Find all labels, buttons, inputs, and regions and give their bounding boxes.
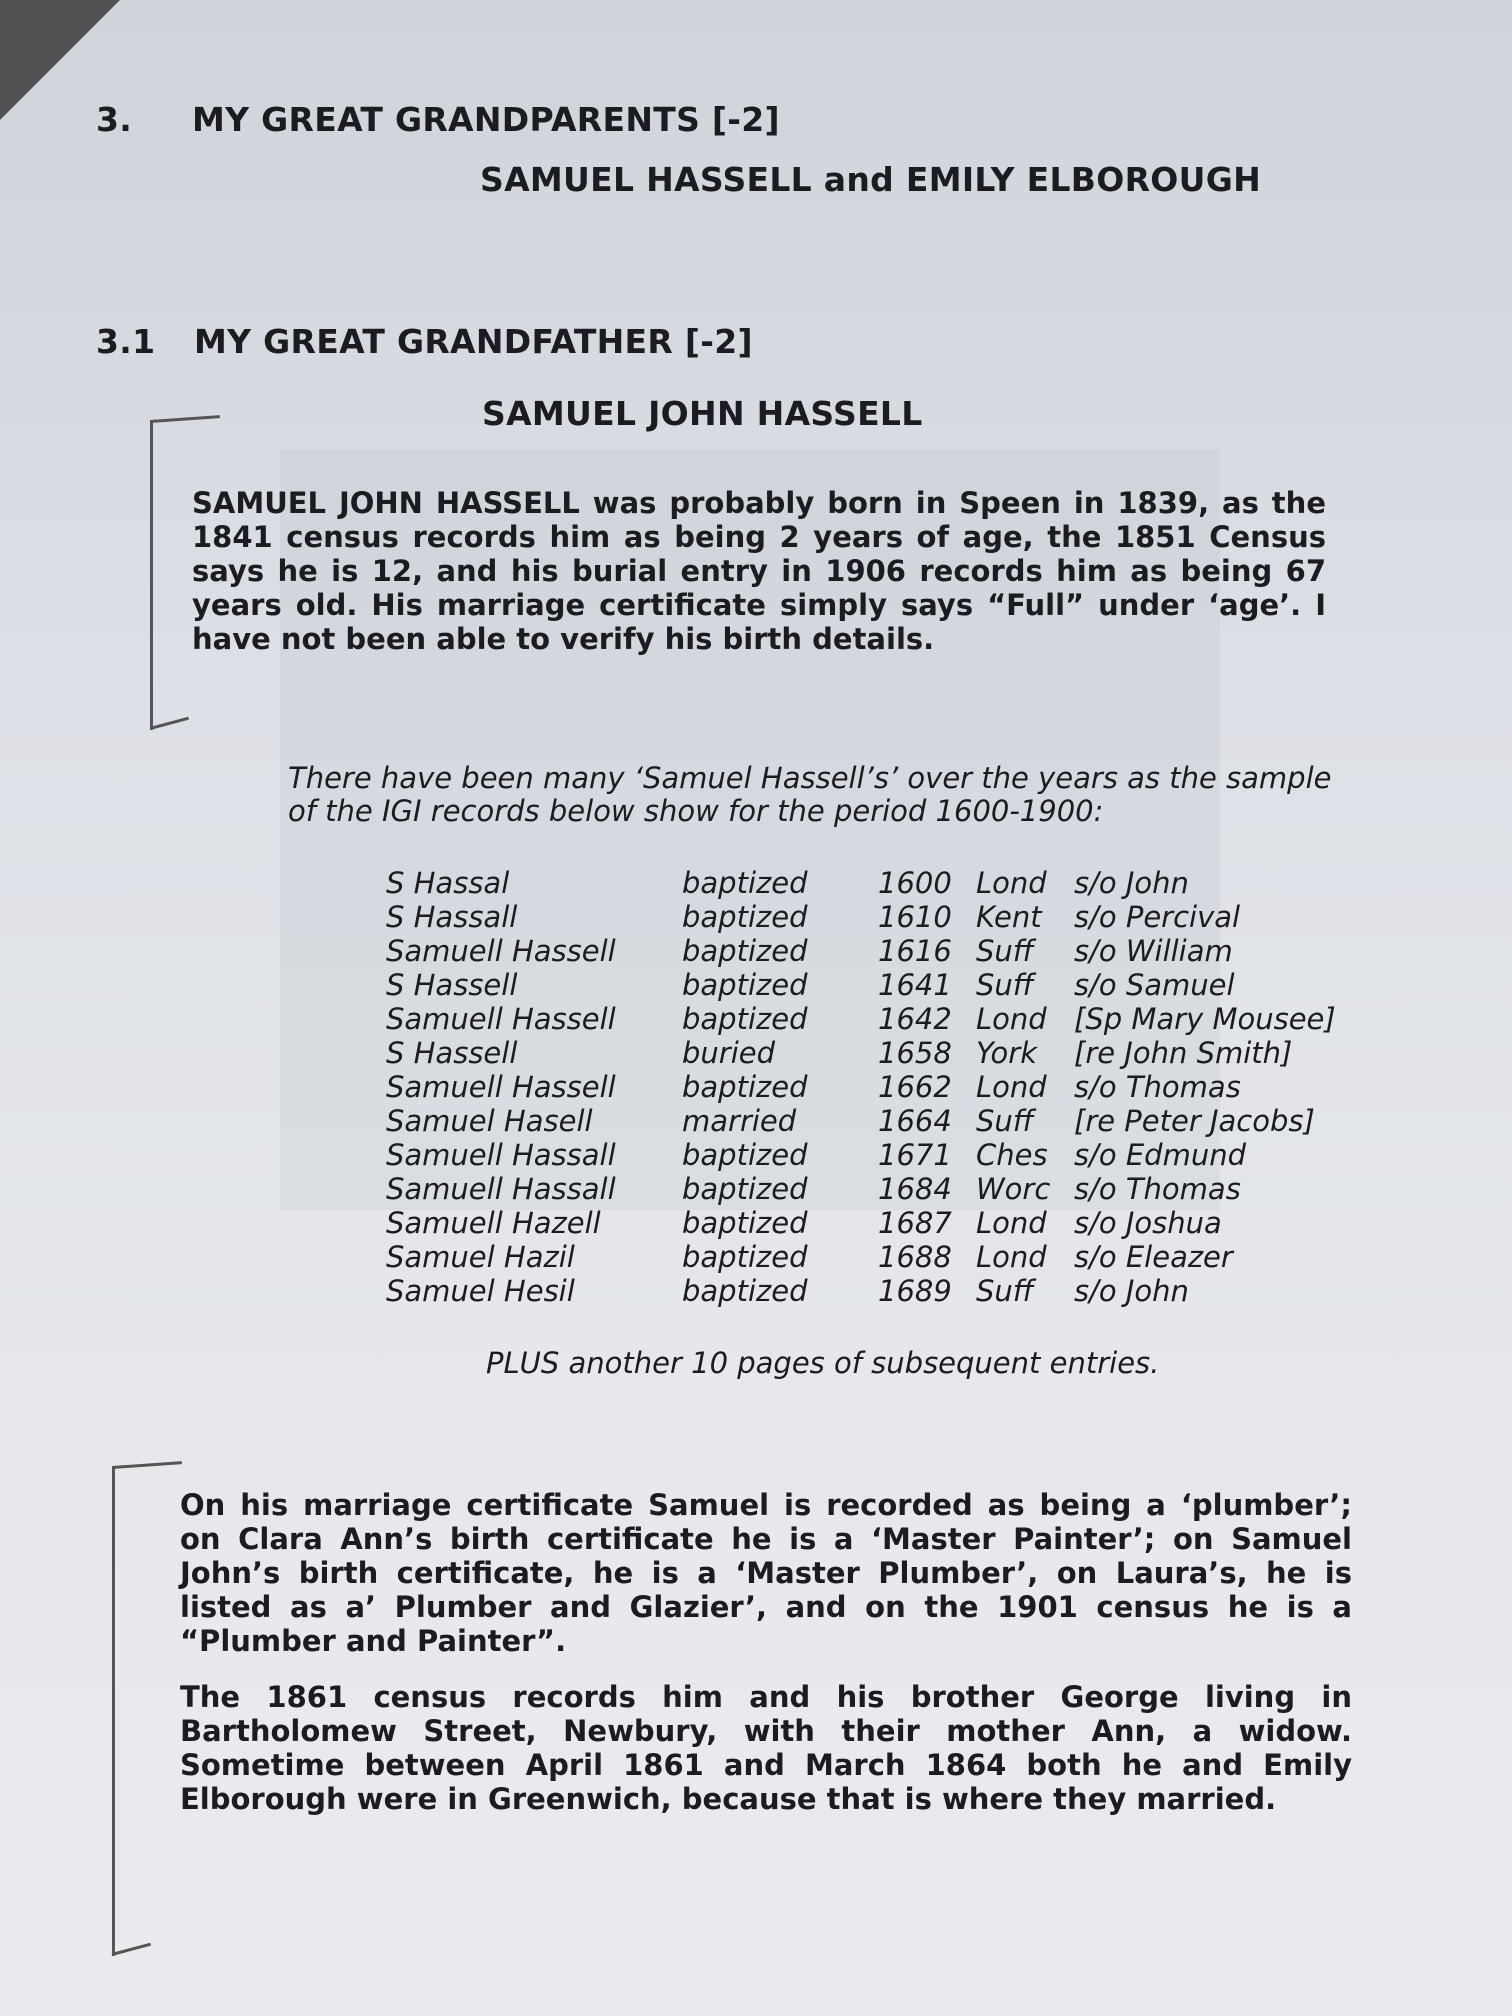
table-row <box>386 934 1396 968</box>
record-note: s/o Thomas <box>1074 1172 1241 1206</box>
occupation-paragraph: On his marriage certificate Samuel is recorded as being a ‘plumber’; on Clara Ann’s birth certificate he is a ‘Master Painter’; on Samuel John’s birth certificate, he is a ‘Master Plumber’, on Laura’s, he is listed as a’ Plumber and Glazier’, and on the 1901 census he is a “Plumber and Painter”. <box>180 1488 1352 1658</box>
record-place: Worc <box>976 1172 1051 1206</box>
table-row <box>386 1070 1396 1104</box>
record-name: Samuell Hassell <box>386 1070 616 1104</box>
record-year: 1610 <box>878 900 952 934</box>
table-row <box>386 1036 1396 1070</box>
subsection-number: 3.1 <box>96 322 156 361</box>
record-event: baptized <box>682 1070 808 1104</box>
record-event: baptized <box>682 1138 808 1172</box>
birth-paragraph <box>192 486 1326 678</box>
census-paragraph: The 1861 census records him and his brother George living in Bartholomew Street, Newbury, with their mother Ann, a widow. Sometime between April 1861 and March 1864 both he and Emily Elborough were in Greenwich, because that is where they married. <box>180 1680 1352 1816</box>
record-note: s/o Percival <box>1074 900 1241 934</box>
record-year: 1662 <box>878 1070 952 1104</box>
record-event: buried <box>682 1036 776 1070</box>
table-row <box>386 1104 1396 1138</box>
record-note: s/o Eleazer <box>1074 1240 1233 1274</box>
table-row <box>386 1206 1396 1240</box>
record-name: Samuell Hassell <box>386 1002 616 1036</box>
record-place: Lond <box>976 866 1047 900</box>
record-year: 1684 <box>878 1172 952 1206</box>
birth-paragraph-text: SAMUEL JOHN HASSELL was probably born in Speen in 1839, as the 1841 census records him as being 2 years of age, the 1851 Census says he is 12, and his burial entry in 1906 records him as being 67 years old. His marriage certificate simply says “Full” under ‘age’. I have not been able to verify his birth details. <box>192 486 1326 656</box>
record-event: baptized <box>682 1172 808 1206</box>
record-name: Samuel Hasell <box>386 1104 593 1138</box>
plus-note: PLUS another 10 pages of subsequent entries. <box>486 1346 1160 1380</box>
margin-bracket-bottom <box>112 1466 115 1956</box>
record-year: 1641 <box>878 968 952 1002</box>
igi-records-table <box>386 866 1396 1308</box>
record-name: Samuell Hassell <box>386 934 616 968</box>
record-note: [Sp Mary Mousee] <box>1074 1002 1336 1036</box>
table-row <box>386 1240 1396 1274</box>
record-year: 1688 <box>878 1240 952 1274</box>
record-note: s/o William <box>1074 934 1233 968</box>
record-note: s/o John <box>1074 1274 1189 1308</box>
record-year: 1687 <box>878 1206 952 1240</box>
record-year: 1664 <box>878 1104 952 1138</box>
record-place: Lond <box>976 1240 1047 1274</box>
record-name: Samuell Hazell <box>386 1206 601 1240</box>
section-number: 3. <box>96 100 133 139</box>
record-name: Samuel Hazil <box>386 1240 575 1274</box>
record-note: [re John Smith] <box>1074 1036 1293 1070</box>
record-place: Suff <box>976 934 1034 968</box>
table-row <box>386 1172 1396 1206</box>
table-row <box>386 1274 1396 1308</box>
igi-intro: There have been many ‘Samuel Hassell’s’ over the years as the sample of the IGI records below show for the period 1600-1900: <box>288 761 1332 828</box>
record-year: 1642 <box>878 1002 952 1036</box>
record-year: 1600 <box>878 866 952 900</box>
record-event: baptized <box>682 968 808 1002</box>
table-row <box>386 900 1396 934</box>
record-name: Samuell Hassall <box>386 1172 616 1206</box>
record-year: 1616 <box>878 934 952 968</box>
section-couple-heading: SAMUEL HASSELL and EMILY ELBOROUGH <box>480 160 1262 199</box>
record-event: baptized <box>682 934 808 968</box>
table-row <box>386 968 1396 1002</box>
record-place: Lond <box>976 1002 1047 1036</box>
record-note: s/o Joshua <box>1074 1206 1222 1240</box>
record-place: York <box>976 1036 1037 1070</box>
record-name: S Hassell <box>386 968 518 1002</box>
table-row <box>386 1002 1396 1036</box>
record-place: Lond <box>976 1070 1047 1104</box>
record-note: [re Peter Jacobs] <box>1074 1104 1315 1138</box>
occupation-section <box>180 1488 1352 1838</box>
record-name: S Hassall <box>386 900 518 934</box>
record-year: 1671 <box>878 1138 952 1172</box>
record-name: S Hassal <box>386 866 510 900</box>
record-year: 1689 <box>878 1274 952 1308</box>
record-note: s/o John <box>1074 866 1189 900</box>
record-event: married <box>682 1104 797 1138</box>
record-name: S Hassell <box>386 1036 518 1070</box>
record-note: s/o Samuel <box>1074 968 1235 1002</box>
record-event: baptized <box>682 1274 808 1308</box>
record-place: Suff <box>976 1274 1034 1308</box>
record-name: Samuel Hesil <box>386 1274 575 1308</box>
record-place: Kent <box>976 900 1042 934</box>
record-event: baptized <box>682 866 808 900</box>
record-note: s/o Edmund <box>1074 1138 1246 1172</box>
record-event: baptized <box>682 1206 808 1240</box>
table-row <box>386 866 1396 900</box>
record-event: baptized <box>682 1002 808 1036</box>
margin-bracket-top <box>150 420 153 730</box>
section-title: MY GREAT GRANDPARENTS [-2] <box>192 100 780 139</box>
subsection-title: MY GREAT GRANDFATHER [-2] <box>194 322 753 361</box>
record-name: Samuell Hassall <box>386 1138 616 1172</box>
record-place: Suff <box>976 1104 1034 1138</box>
record-year: 1658 <box>878 1036 952 1070</box>
table-row <box>386 1138 1396 1172</box>
record-place: Ches <box>976 1138 1048 1172</box>
record-event: baptized <box>682 1240 808 1274</box>
record-place: Lond <box>976 1206 1047 1240</box>
record-event: baptized <box>682 900 808 934</box>
subsection-name-heading: SAMUEL JOHN HASSELL <box>482 394 923 433</box>
record-note: s/o Thomas <box>1074 1070 1241 1104</box>
record-place: Suff <box>976 968 1034 1002</box>
